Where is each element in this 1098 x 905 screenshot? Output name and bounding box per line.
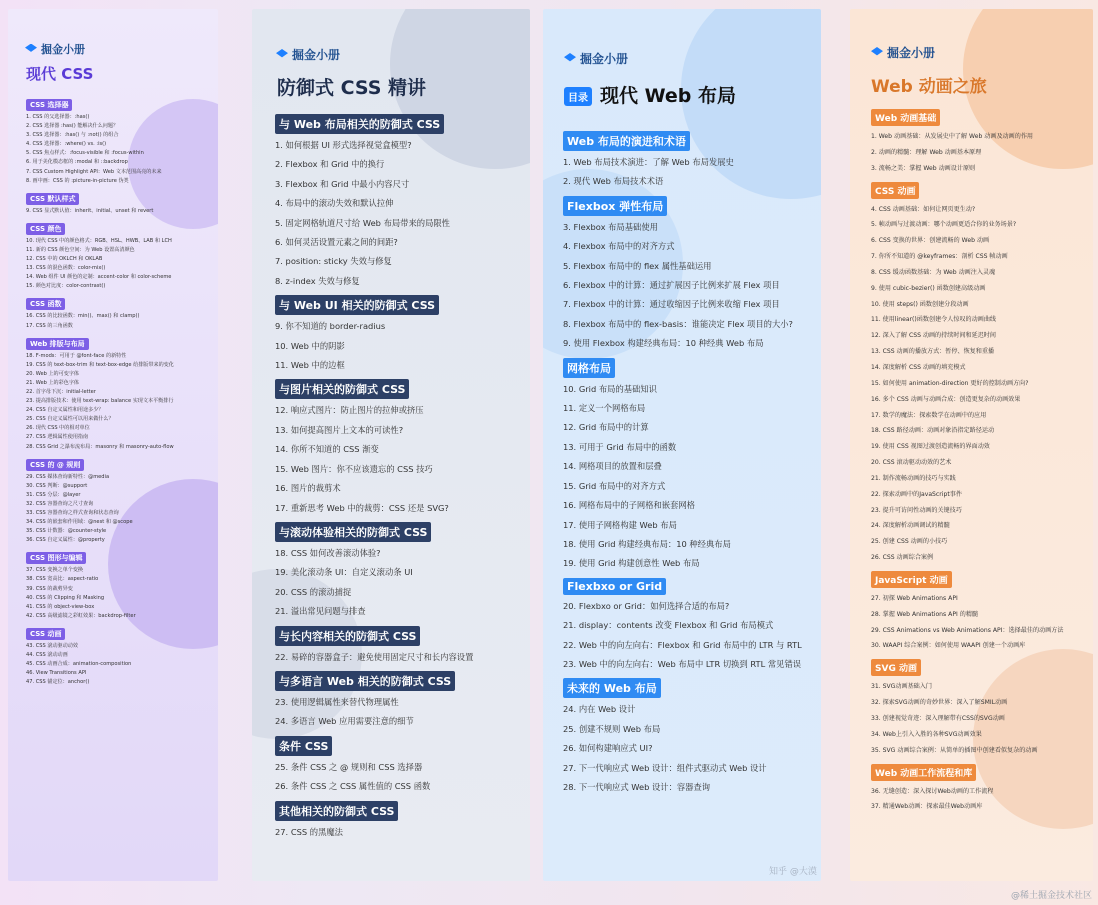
section-heading: CSS 默认样式 <box>26 193 79 205</box>
section-heading: 网格布局 <box>563 358 615 378</box>
chapter-item[interactable]: 36. 无缝创造：深入探讨Web动画的工作流程 <box>871 787 994 795</box>
chapter-item[interactable]: 19. 使用 Grid 构建创意性 Web 布局 <box>563 558 700 569</box>
brand-logo <box>871 44 935 61</box>
chapter-item[interactable]: 26. CSS 动画综合案例 <box>871 554 934 562</box>
chapter-item[interactable]: 5. 帧动画与过渡动画：哪个动画更适合你的业务场景? <box>871 221 1017 229</box>
chapter-item[interactable]: 12. 响应式图片：防止图片的拉伸或挤压 <box>275 405 424 416</box>
chapter-item[interactable]: 5. 固定网格轨道尺寸给 Web 布局带来的局限性 <box>275 217 450 228</box>
chapter-item[interactable]: 15. Web 图片：你不应该遗忘的 CSS 技巧 <box>275 463 433 474</box>
chapter-item[interactable]: 18. F-mods：可用于 @font-face 的新特性 <box>26 352 127 359</box>
chapter-item[interactable]: 28. 掌握 Web Animations API 的精髓 <box>871 610 979 618</box>
brand-logo <box>564 50 628 67</box>
chapter-item[interactable]: 21. Web 上的彩色字体 <box>26 379 80 386</box>
chapter-item[interactable]: 46. View Transitions API <box>26 670 87 677</box>
toc-section <box>563 127 813 192</box>
chapter-item[interactable]: 35. SVG 动画综合案例：从简单的插图中创建看似复杂的动画 <box>871 746 1038 754</box>
toc-section <box>275 797 525 842</box>
chapter-item[interactable]: 24. CSS 自定义属性和用途多少？ <box>26 407 104 414</box>
section-heading: 与多语言 Web 相关的防御式 CSS <box>275 671 455 691</box>
chapter-item[interactable]: 6. Flexbox 中的计算：通过扩展因子比例来扩展 Flex 项目 <box>563 280 780 291</box>
chapter-item[interactable]: 21. display：contents 改变 Flexbox 和 Grid 布局模式 <box>563 620 774 631</box>
chapter-item[interactable]: 24. 内在 Web 设计 <box>563 704 636 715</box>
chapter-item[interactable]: 32. 探索SVG动画的奇妙世界：深入了解SMIL动画 <box>871 699 1008 707</box>
toc-section <box>275 622 525 667</box>
card-title <box>564 81 736 108</box>
zhihu-watermark: 知乎 @大漠 <box>769 867 817 877</box>
toc-badge: 目录 <box>564 87 592 106</box>
toc-section <box>26 92 214 186</box>
toc-section <box>871 759 1089 816</box>
chapter-item[interactable]: 18. 使用 Grid 构建经典布局：10 种经典布局 <box>563 538 731 549</box>
toc-section <box>26 186 214 216</box>
chapter-item[interactable]: 7. position: sticky 失效与修复 <box>275 256 392 267</box>
chapter-item[interactable]: 34. Web上引入入胜的各种SVG动画效果 <box>871 730 982 738</box>
chapter-item[interactable]: 26. 如何构建响应式 UI? <box>563 743 653 754</box>
juejin-logo-icon <box>276 49 288 60</box>
card-title-text: 现代 Web 布局 <box>600 85 736 107</box>
toc-section <box>275 667 525 732</box>
section-heading: 未来的 Web 布局 <box>563 678 661 698</box>
chapter-item[interactable]: 3. CSS 选择器：:has() 与 :not() 的组合 <box>26 132 119 139</box>
chapter-item[interactable]: 11. 新的 CSS 颜色空间：为 Web 设置高清颜色 <box>26 246 135 253</box>
chapter-item[interactable]: 19. 美化滚动条 UI：自定义滚动条 UI <box>275 567 413 578</box>
chapter-item[interactable]: 22. 首字母下沉：initial-letter <box>26 388 96 395</box>
chapter-item[interactable]: 22. Web 中的向左向右：Flexbox 和 Grid 布局中的 LTR 与 RTL <box>563 639 802 650</box>
section-heading: Web 动画基础 <box>871 109 940 126</box>
chapter-item[interactable]: 17. 重新思考 Web 中的裁剪：CSS 还是 SVG? <box>275 502 449 513</box>
chapter-item[interactable]: 33. CSS 容器查询之样式查询和状态查询 <box>26 510 119 516</box>
juejin-logo-icon <box>564 53 576 64</box>
toc-section <box>871 104 1089 177</box>
chapter-item[interactable]: 6. 用于美化模态框的 :modal 和 ::backdrop <box>26 159 128 166</box>
chapter-item[interactable]: 36. CSS 自定义属性：@property <box>26 537 105 544</box>
chapter-item[interactable]: 14. 深度解析 CSS 动画的填充模式 <box>871 363 966 371</box>
chapter-item[interactable]: 3. Flexbox 布局基础使用 <box>563 221 658 232</box>
chapter-item[interactable]: 4. 布局中的滚动失效和默认拉伸 <box>275 198 394 209</box>
chapter-item[interactable]: 14. 你所不知道的 CSS 渐变 <box>275 444 379 455</box>
chapter-item[interactable]: 15. 如何使用 animation-direction 更好的控制动画方向? <box>871 379 1029 387</box>
brand-name: 掘金小册 <box>292 48 341 62</box>
chapter-item[interactable]: 31. SVG动画基础入门 <box>871 683 932 691</box>
chapter-item[interactable]: 7. CSS Custom Highlight API：Web 文本范围高亮的未来 <box>26 168 162 175</box>
juejin-logo-icon <box>871 47 883 58</box>
chapter-item[interactable]: 8. 画中画：CSS 的 :picture-in-picture 伪类 <box>26 177 129 184</box>
chapter-item[interactable]: 23. Web 中的向左向右：Web 布局中 LTR 切换到 RTL 常见错误 <box>563 658 802 669</box>
chapter-item[interactable]: 39. CSS 的裁剪异变 <box>26 585 73 592</box>
chapter-item[interactable]: 2. CSS 选择器 :has() 能解决什么问题？ <box>26 123 119 130</box>
section-heading: CSS 图形与编辑 <box>26 552 86 564</box>
chapter-item[interactable]: 9. 使用 cubic-bezier() 函数创建高级动画 <box>871 284 986 292</box>
brand-logo <box>276 46 340 63</box>
chapter-item[interactable]: 9. 使用 Flexbox 构建经典布局：10 种经典 Web 布局 <box>563 338 764 349</box>
footer-watermark: @稀土掘金技术社区 <box>1010 891 1092 901</box>
chapter-item[interactable]: 13. 如何提高图片上文本的可读性? <box>275 424 404 435</box>
chapter-item[interactable]: 2. 现代 Web 布局技术术语 <box>563 176 664 187</box>
chapter-item[interactable]: 24. 深度解析动画调试的精髓 <box>871 522 950 530</box>
chapter-item[interactable]: 45. CSS 动画合成：animation-composition <box>26 661 132 668</box>
chapter-item[interactable]: 17. CSS 的三角函数 <box>26 322 73 329</box>
chapter-item[interactable]: 14. Web 组件 UI 颜色的定制：accent-color 和 color-scheme <box>26 274 172 281</box>
chapter-item[interactable]: 20. Flexbxo or Grid：如何选择合适的布局? <box>563 600 730 611</box>
section-heading: Web 动画工作流程和库 <box>871 764 976 781</box>
toc-section <box>26 452 214 546</box>
section-heading: CSS 的 @ 规则 <box>26 459 84 471</box>
section-heading: CSS 动画 <box>871 182 919 199</box>
chapter-item[interactable]: 30. WAAPI 综合案例：如何使用 WAAPI 创建一个动画库 <box>871 642 1026 650</box>
chapter-item[interactable]: 9. CSS 显式默认值：inherit、initial、unset 和 revert <box>26 207 154 214</box>
chapter-item[interactable]: 8. Flexbox 布局中的 flex-basis：谁能决定 Flex 项目的大小? <box>563 318 793 329</box>
chapter-item[interactable]: 42. CSS 高级滤镜之彩虹效果：backdrop-filter <box>26 612 136 619</box>
toc-section <box>275 110 525 291</box>
chapter-item[interactable]: 27. 初探 Web Animations API <box>871 594 958 602</box>
toc <box>563 127 813 797</box>
chapter-item[interactable]: 19. CSS 的 text-box-trim 和 text-box-edge 给排版带来的变化 <box>26 361 174 368</box>
chapter-item[interactable]: 1. Web 布局技术演进：了解 Web 布局发展史 <box>563 157 734 167</box>
toc-section <box>563 354 813 574</box>
chapter-item[interactable]: 12. CSS 中的 OKLCH 和 OKLAB <box>26 256 103 263</box>
chapter-item[interactable]: 17. 使用子网格构建 Web 布局 <box>563 519 677 530</box>
chapter-item[interactable]: 29. CSS Animations vs Web Animations API：选择最佳的动画方法 <box>871 626 1064 634</box>
section-heading: 与图片相关的防御式 CSS <box>275 379 409 399</box>
brand-name: 掘金小册 <box>41 43 85 56</box>
card-modern-css <box>8 9 218 881</box>
chapter-item[interactable]: 33. 创建视觉奇迹：深入理解带有CSS的SVG动画 <box>871 715 1005 722</box>
section-heading: 其他相关的防御式 CSS <box>275 801 398 821</box>
section-heading: 条件 CSS <box>275 736 332 756</box>
section-heading: 与长内容相关的防御式 CSS <box>275 626 420 646</box>
chapter-item[interactable]: 32. CSS 容器查询之尺寸查询 <box>26 500 94 507</box>
chapter-item[interactable]: 8. z-index 失效与修复 <box>275 275 360 286</box>
chapter-item[interactable]: 37. 精通Web动画：探索最佳Web动画库 <box>871 803 983 811</box>
chapter-item[interactable]: 5. Flexbox 布局中的 flex 属性基础运用 <box>563 260 712 271</box>
chapter-item[interactable]: 37. CSS 变换之单个变换 <box>26 567 84 574</box>
card-web-animation <box>850 9 1093 881</box>
section-heading: CSS 选择器 <box>26 99 72 111</box>
toc-section <box>26 621 214 687</box>
chapter-item[interactable]: 15. Grid 布局中的对齐方式 <box>563 480 666 491</box>
chapter-item[interactable]: 13. CSS 的混色函数：color-mix() <box>26 265 106 272</box>
section-heading: Flexbox 弹性布局 <box>563 196 667 216</box>
brand-logo <box>25 41 85 57</box>
chapter-item[interactable]: 31. CSS 分层：@layer <box>26 491 81 498</box>
chapter-item[interactable]: 1. Web 动画基础：从发展史中了解 Web 动画及动画的作用 <box>871 133 1034 140</box>
chapter-item[interactable]: 16. 多个 CSS 动画与动画合成：创造更复杂的动画效果 <box>871 395 1021 403</box>
chapter-item[interactable]: 8. CSS 缓动函数基础：为 Web 动画注入灵魂 <box>871 268 996 276</box>
chapter-item[interactable]: 20. CSS 的滚动捕捉 <box>275 586 352 597</box>
section-heading: SVG 动画 <box>871 659 921 676</box>
section-heading: JavaScript 动画 <box>871 571 952 588</box>
toc-section <box>26 216 214 292</box>
section-heading: 与滚动体验相关的防御式 CSS <box>275 522 431 542</box>
chapter-item[interactable]: 16. CSS 的比较函数：min()、max() 和 clamp() <box>26 313 140 320</box>
chapter-item[interactable]: 25. 创建不规则 Web 布局 <box>563 723 661 734</box>
card-title: Web 动画之旅 <box>871 77 987 97</box>
chapter-item[interactable]: 18. CSS 如何改善滚动体验? <box>275 547 381 558</box>
chapter-item[interactable]: 2. 动画的精髓：理解 Web 动画基本原理 <box>871 148 982 156</box>
card-modern-web-layout <box>543 9 821 881</box>
chapter-item[interactable]: 1. 如何根据 UI 形式选择视觉盒模型? <box>275 140 412 150</box>
toc-section <box>26 545 214 621</box>
section-heading: Web 排版与布局 <box>26 338 89 350</box>
toc-section <box>871 177 1089 566</box>
chapter-item[interactable]: 25. CSS 自定义属性可以用来做什么？ <box>26 416 114 423</box>
toc <box>275 110 525 842</box>
chapter-item[interactable]: 20. CSS 滚动驱动动效的艺术 <box>871 459 952 467</box>
toc-section <box>563 192 813 354</box>
chapter-item[interactable]: 28. CSS Grid 之瀑布流布局：masonry 和 masonry-auto-flow <box>26 443 174 450</box>
chapter-item[interactable]: 30. CSS 判断：@support <box>26 482 88 489</box>
chapter-item[interactable]: 22. 易碎的容器盒子：避免使用固定尺寸和长内容设置 <box>275 651 474 662</box>
section-heading: 与 Web 布局相关的防御式 CSS <box>275 114 444 134</box>
toc <box>871 104 1089 815</box>
chapter-item[interactable]: 35. CSS 计数器：@counter-style <box>26 528 107 535</box>
chapter-item[interactable]: 4. CSS 选择器：:where() vs. :is() <box>26 141 107 148</box>
chapter-item[interactable]: 22. 探索动画中的JavaScript事件 <box>871 490 962 498</box>
chapter-item[interactable]: 4. CSS 动画基础：如何让网页更生动? <box>871 205 976 213</box>
chapter-item[interactable]: 14. 网格项目的放置和层叠 <box>563 461 662 472</box>
brand-name: 掘金小册 <box>887 46 936 60</box>
section-heading: Flexbxo or Grid <box>563 578 666 595</box>
chapter-item[interactable]: 43. CSS 滚动驱动动效 <box>26 642 78 649</box>
chapter-item[interactable]: 11. Web 中的边框 <box>275 360 345 371</box>
chapter-item[interactable]: 17. 数学的魔法：探索数学在动画中的应用 <box>871 411 987 419</box>
chapter-item[interactable]: 16. 网格布局中的子网格和嵌套网格 <box>563 500 695 511</box>
chapter-item[interactable]: 10. Grid 布局的基础知识 <box>563 383 657 394</box>
chapter-item[interactable]: 2. Flexbox 和 Grid 中的换行 <box>275 159 385 170</box>
chapter-item[interactable]: 44. CSS 滚动动画 <box>26 652 68 659</box>
chapter-item[interactable]: 11. 使用linear()函数创建令人惊叹的动画曲线 <box>871 316 997 324</box>
chapter-item[interactable]: 3. Flexbox 和 Grid 中最小内容尺寸 <box>275 178 410 189</box>
chapter-item[interactable]: 16. 图片的裁剪术 <box>275 483 341 494</box>
chapter-item[interactable]: 10. Web 中的阴影 <box>275 340 345 351</box>
chapter-item[interactable]: 12. 深入了解 CSS 动画的持续时间和延迟时间 <box>871 332 996 340</box>
chapter-item[interactable]: 10. 使用 steps() 函数创建分段动画 <box>871 300 969 308</box>
chapter-item[interactable]: 9. 你不知道的 border-radius <box>275 321 386 332</box>
chapter-item[interactable]: 7. Flexbox 中的计算：通过收缩因子比例来收缩 Flex 项目 <box>563 299 780 310</box>
chapter-item[interactable]: 18. CSS 路径动画：动画对象沿指定路径运动 <box>871 427 995 435</box>
chapter-item[interactable]: 5. CSS 焦点样式：:focus-visible 和 :focus-within <box>26 150 144 157</box>
chapter-item[interactable]: 11. 定义一个网格布局 <box>563 403 646 414</box>
section-heading: Web 布局的演进和术语 <box>563 131 690 151</box>
card-title: 现代 CSS <box>26 65 94 83</box>
toc-section <box>871 566 1089 654</box>
chapter-item[interactable]: 7. 你所不知道的 @keyframes：剖析 CSS 帧动画 <box>871 253 1008 261</box>
chapter-item[interactable]: 29. CSS 媒体查询新特性：@media <box>26 473 110 480</box>
chapter-item[interactable]: 28. 下一代响应式 Web 设计：容器查询 <box>563 781 711 792</box>
card-defensive-css <box>252 9 530 881</box>
chapter-item[interactable]: 27. CSS 逻辑属性使用指南 <box>26 434 89 441</box>
toc-section <box>563 674 813 797</box>
section-heading: CSS 颜色 <box>26 223 65 235</box>
section-heading: CSS 动画 <box>26 628 65 640</box>
chapter-item[interactable]: 21. 溢出常见问题与排查 <box>275 606 366 617</box>
chapter-item[interactable]: 10. 现代 CSS 中的颜色格式：RGB、HSL、HWB、LAB 和 LCH <box>26 237 172 244</box>
toc-section <box>871 654 1089 758</box>
brand-name: 掘金小册 <box>580 52 629 66</box>
juejin-logo-icon <box>25 44 37 55</box>
chapter-item[interactable]: 21. 制作流畅动画的技巧与实践 <box>871 474 956 482</box>
chapter-item[interactable]: 20. Web 上的可变字体 <box>26 370 80 377</box>
chapter-item[interactable]: 1. CSS 的父选择器：:has() <box>26 114 90 120</box>
chapter-item[interactable]: 15. 颜色对比度：color-contrast() <box>26 283 106 290</box>
chapter-item[interactable]: 26. 条件 CSS 之 CSS 属性值的 CSS 函数 <box>275 781 431 792</box>
chapter-item[interactable]: 13. 可用于 Grid 布局中的函数 <box>563 441 677 452</box>
chapter-item[interactable]: 25. 条件 CSS 之 @ 规则和 CSS 选择器 <box>275 761 423 772</box>
toc-section <box>275 732 525 797</box>
chapter-item[interactable]: 3. 流畅之美：掌握 Web 动画设计原则 <box>871 164 976 172</box>
section-heading: 与 Web UI 相关的防御式 CSS <box>275 295 439 315</box>
chapter-item[interactable]: 6. 如何灵活设置元素之间的间距? <box>275 237 398 248</box>
chapter-item[interactable]: 13. CSS 动画的播放方式：暂停、恢复和重播 <box>871 348 995 356</box>
toc-section <box>275 518 525 622</box>
chapter-item[interactable]: 24. 多语言 Web 应用需要注意的细节 <box>275 716 414 727</box>
chapter-item[interactable]: 40. CSS 的 Clipping 和 Masking <box>26 594 105 601</box>
toc <box>26 92 214 687</box>
chapter-item[interactable]: 25. 创建 CSS 动画的小技巧 <box>871 538 948 546</box>
chapter-item[interactable]: 23. 提升可访问性动画的关键技巧 <box>871 506 962 514</box>
chapter-item[interactable]: 27. CSS 的黑魔法 <box>275 826 343 837</box>
chapter-item[interactable]: 34. CSS 的嵌套和作用域：@nest 和 @scope <box>26 519 133 526</box>
chapter-item[interactable]: 12. Grid 布局中的计算 <box>563 422 649 433</box>
chapter-item[interactable]: 4. Flexbox 布局中的对齐方式 <box>563 241 675 252</box>
chapter-item[interactable]: 47. CSS 锚定位：anchor() <box>26 679 90 686</box>
toc-section <box>275 291 525 375</box>
toc-section <box>26 291 214 330</box>
chapter-item[interactable]: 23. 提高排版技术：使用 text-wrap: balance 实现文本平衡排行 <box>26 398 174 405</box>
toc-section <box>26 331 214 452</box>
chapter-item[interactable]: 27. 下一代响应式 Web 设计：组件式驱动式 Web 设计 <box>563 762 767 773</box>
toc-section <box>275 375 525 517</box>
card-title: 防御式 CSS 精讲 <box>277 77 427 99</box>
chapter-item[interactable]: 6. CSS 变换的世界：创建流畅的 Web 动画 <box>871 237 990 245</box>
chapter-item[interactable]: 19. 使用 CSS 视图过渡创造流畅的界面动效 <box>871 443 990 451</box>
chapter-item[interactable]: 26. 现代 CSS 中的相对单位 <box>26 425 90 432</box>
chapter-item[interactable]: 41. CSS 的 object-view-box <box>26 603 95 610</box>
section-heading: CSS 函数 <box>26 298 65 310</box>
chapter-item[interactable]: 23. 使用逻辑属性来替代物理属性 <box>275 696 399 707</box>
toc-section <box>563 574 813 675</box>
chapter-item[interactable]: 38. CSS 宽高比：aspect-ratio <box>26 576 99 583</box>
